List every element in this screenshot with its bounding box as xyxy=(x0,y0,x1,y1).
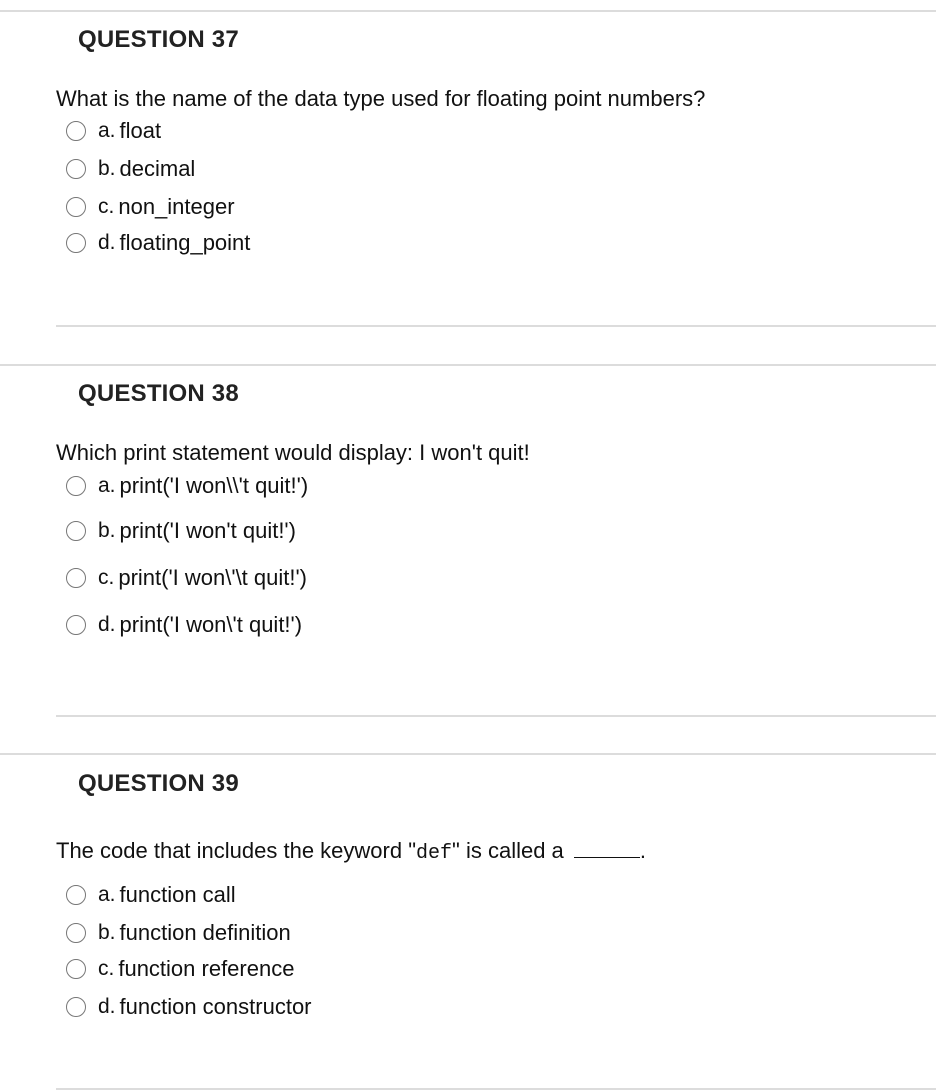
option-letter: b. xyxy=(98,519,116,542)
option-text: non_integer xyxy=(118,194,235,219)
option-text: float xyxy=(119,118,162,143)
answer-option[interactable] xyxy=(66,956,294,982)
option-text: print('I won\'\t quit!') xyxy=(118,565,308,590)
option-letter: c. xyxy=(98,566,115,589)
answer-option[interactable] xyxy=(66,565,307,591)
option-letter: c. xyxy=(98,195,115,218)
option-text: floating_point xyxy=(119,230,251,255)
answer-option[interactable] xyxy=(66,612,302,638)
section-divider xyxy=(0,10,936,12)
answer-option[interactable] xyxy=(66,882,236,908)
question-footer-divider xyxy=(56,715,936,717)
radio-button[interactable] xyxy=(66,521,86,541)
option-letter: a. xyxy=(98,474,116,497)
option-letter: d. xyxy=(98,995,116,1018)
option-letter: a. xyxy=(98,883,116,906)
radio-button[interactable] xyxy=(66,997,86,1017)
answer-option[interactable] xyxy=(66,230,250,256)
question-title: QUESTION 37 xyxy=(78,26,239,53)
option-text: function constructor xyxy=(119,994,312,1019)
section-divider xyxy=(0,753,936,755)
answer-option[interactable] xyxy=(66,994,312,1020)
radio-button[interactable] xyxy=(66,121,86,141)
option-text: print('I won\\'t quit!') xyxy=(119,473,309,498)
answer-option[interactable] xyxy=(66,473,308,499)
radio-button[interactable] xyxy=(66,233,86,253)
option-letter: d. xyxy=(98,231,116,254)
question-footer-divider xyxy=(56,1088,936,1090)
option-text: function call xyxy=(119,882,236,907)
answer-option[interactable] xyxy=(66,156,195,182)
question-title: QUESTION 38 xyxy=(78,380,239,407)
answer-option[interactable] xyxy=(66,518,296,544)
prompt-end: . xyxy=(639,838,647,863)
code-keyword: def xyxy=(416,842,453,865)
question-title: QUESTION 39 xyxy=(78,770,239,797)
option-letter: d. xyxy=(98,613,116,636)
option-letter: a. xyxy=(98,119,116,142)
radio-button[interactable] xyxy=(66,615,86,635)
question-footer-divider xyxy=(56,325,936,327)
radio-button[interactable] xyxy=(66,197,86,217)
option-text: print('I won\'t quit!') xyxy=(119,612,303,637)
option-letter: b. xyxy=(98,157,116,180)
option-text: function reference xyxy=(118,956,295,981)
answer-option[interactable] xyxy=(66,118,161,144)
section-divider xyxy=(0,364,936,366)
question-prompt: Which print statement would display: I won't quit! xyxy=(56,440,530,465)
radio-button[interactable] xyxy=(66,959,86,979)
radio-button[interactable] xyxy=(66,159,86,179)
prompt-text-before: The code that includes the keyword " xyxy=(56,838,417,863)
option-letter: b. xyxy=(98,921,116,944)
radio-button[interactable] xyxy=(66,476,86,496)
answer-option[interactable] xyxy=(66,920,291,946)
option-letter: c. xyxy=(98,957,115,980)
radio-button[interactable] xyxy=(66,923,86,943)
radio-button[interactable] xyxy=(66,568,86,588)
answer-option[interactable] xyxy=(66,194,235,220)
fill-in-blank xyxy=(574,839,640,858)
question-prompt xyxy=(56,838,646,865)
option-text: print('I won't quit!') xyxy=(119,518,296,543)
prompt-text-after: " is called a xyxy=(452,838,564,863)
question-prompt: What is the name of the data type used for floating point numbers? xyxy=(56,86,706,111)
option-text: function definition xyxy=(119,920,291,945)
radio-button[interactable] xyxy=(66,885,86,905)
option-text: decimal xyxy=(119,156,196,181)
